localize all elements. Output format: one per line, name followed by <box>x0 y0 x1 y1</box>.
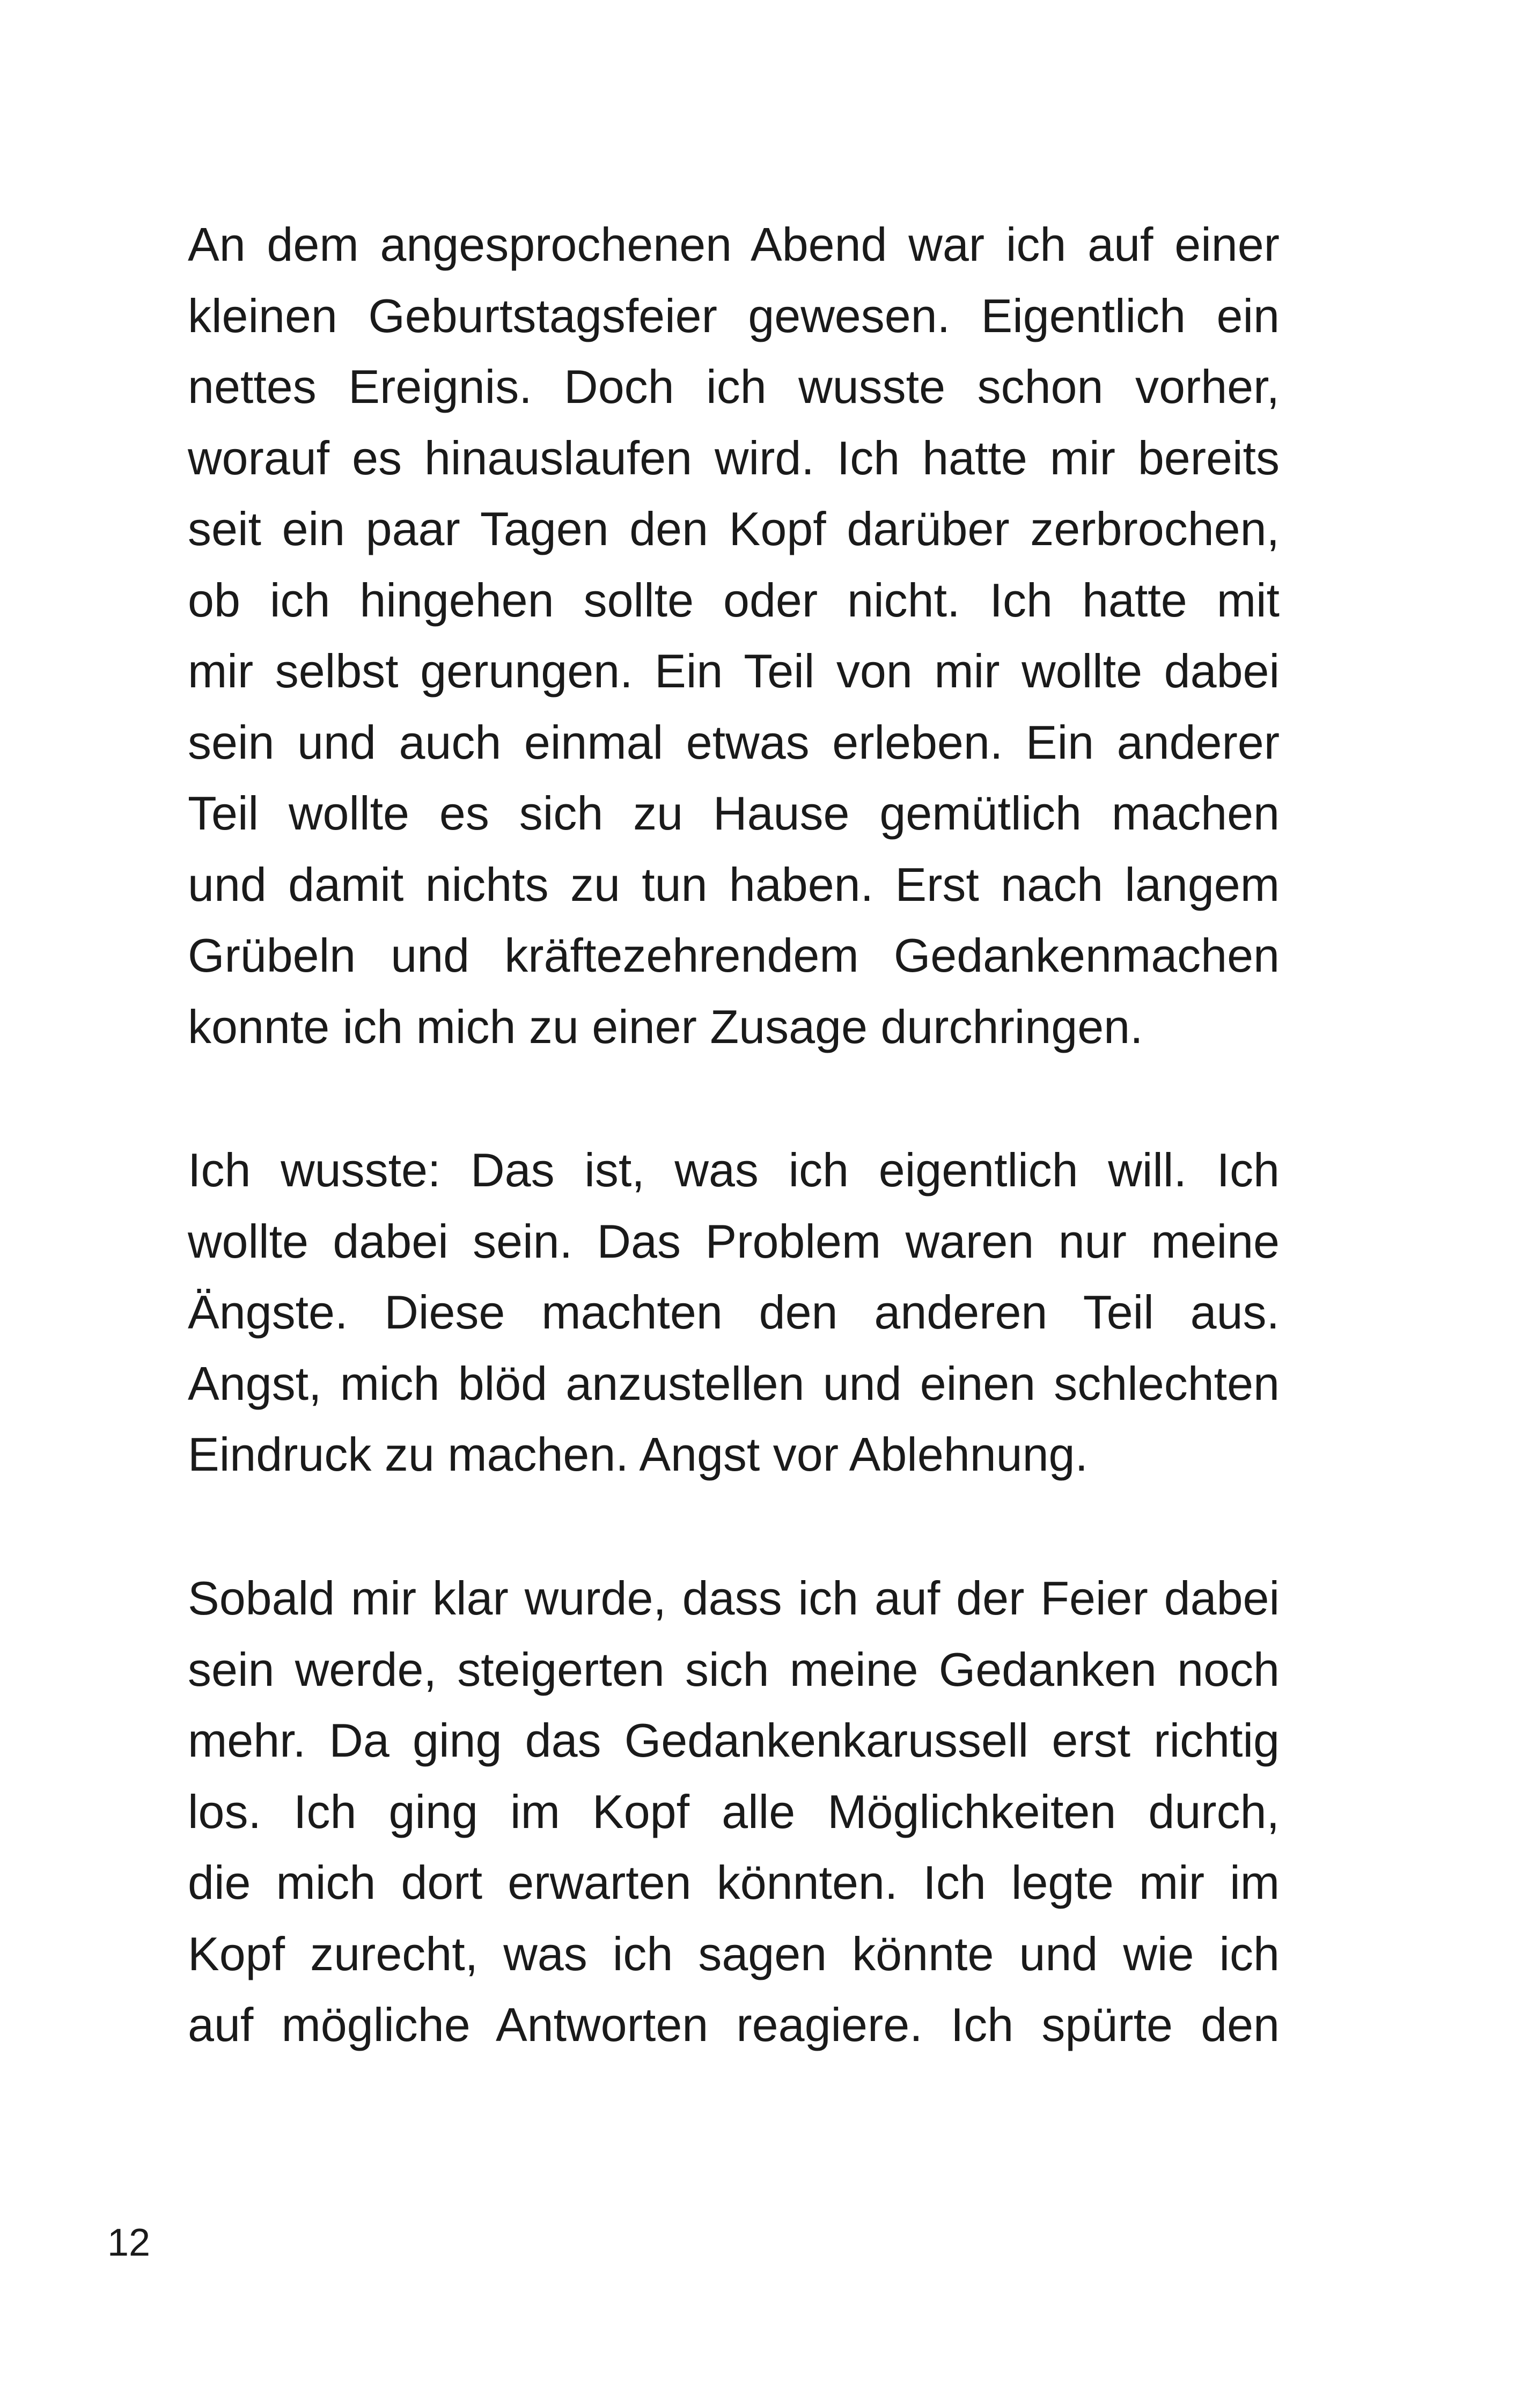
paragraph-line: mir selbst gerungen. Ein Teil von mir wollte dabei <box>188 644 1280 698</box>
paragraph-line: Ich wusste: Das ist, was ich eigentlich will. Ich <box>188 1143 1280 1196</box>
paragraph-2 <box>188 1135 1280 1491</box>
paragraph-line: Kopf zurecht, was ich sagen könnte und wie ich <box>188 1927 1280 1980</box>
page-number: 12 <box>107 2221 151 2264</box>
paragraph-line: Sobald mir klar wurde, dass ich auf der Feier dabei <box>188 1572 1280 1625</box>
paragraph-line: Teil wollte es sich zu Hause gemütlich machen <box>188 787 1280 840</box>
paragraph-line: nettes Ereignis. Doch ich wusste schon vorher, <box>188 360 1280 413</box>
paragraph-line: los. Ich ging im Kopf alle Möglichkeiten durch, <box>188 1785 1280 1838</box>
paragraph-line: und damit nichts zu tun haben. Erst nach langem <box>188 857 1280 911</box>
paragraph-line: seit ein paar Tagen den Kopf darüber zerbrochen, <box>188 502 1280 555</box>
paragraph-line: Ängste. Diese machten den anderen Teil aus. <box>188 1286 1280 1339</box>
paragraph-1 <box>188 209 1280 1062</box>
paragraph-line: ob ich hingehen sollte oder nicht. Ich hatte mit <box>188 573 1280 627</box>
paragraph-line: An dem angesprochenen Abend war ich auf einer <box>188 218 1280 271</box>
paragraph-line: Eindruck zu machen. Angst vor Ablehnung. <box>188 1428 1088 1481</box>
paragraph-line: auf mögliche Antworten reagiere. Ich spürte den <box>188 1998 1280 2051</box>
paragraph-line: Angst, mich blöd anzustellen und einen schlechten <box>188 1356 1280 1410</box>
paragraph-line: kleinen Geburtstagsfeier gewesen. Eigentlich ein <box>188 289 1280 342</box>
paragraph-line: die mich dort erwarten könnten. Ich legte mir im <box>188 1856 1280 1909</box>
paragraph-line: wollte dabei sein. Das Problem waren nur meine <box>188 1214 1280 1268</box>
paragraph-line: sein werde, steigerten sich meine Gedanken noch <box>188 1642 1280 1696</box>
paragraph-line: sein und auch einmal etwas erleben. Ein anderer <box>188 715 1280 769</box>
paragraph-line: Grübeln und kräftezehrendem Gedankenmachen <box>188 929 1280 982</box>
paragraph-line: mehr. Da ging das Gedankenkarussell erst richtig <box>188 1714 1280 1767</box>
paragraph-line: worauf es hinauslaufen wird. Ich hatte mir bereits <box>188 431 1280 484</box>
paragraph-line: konnte ich mich zu einer Zusage durchringen. <box>188 1000 1143 1053</box>
paragraph-3 <box>188 1563 1280 2061</box>
